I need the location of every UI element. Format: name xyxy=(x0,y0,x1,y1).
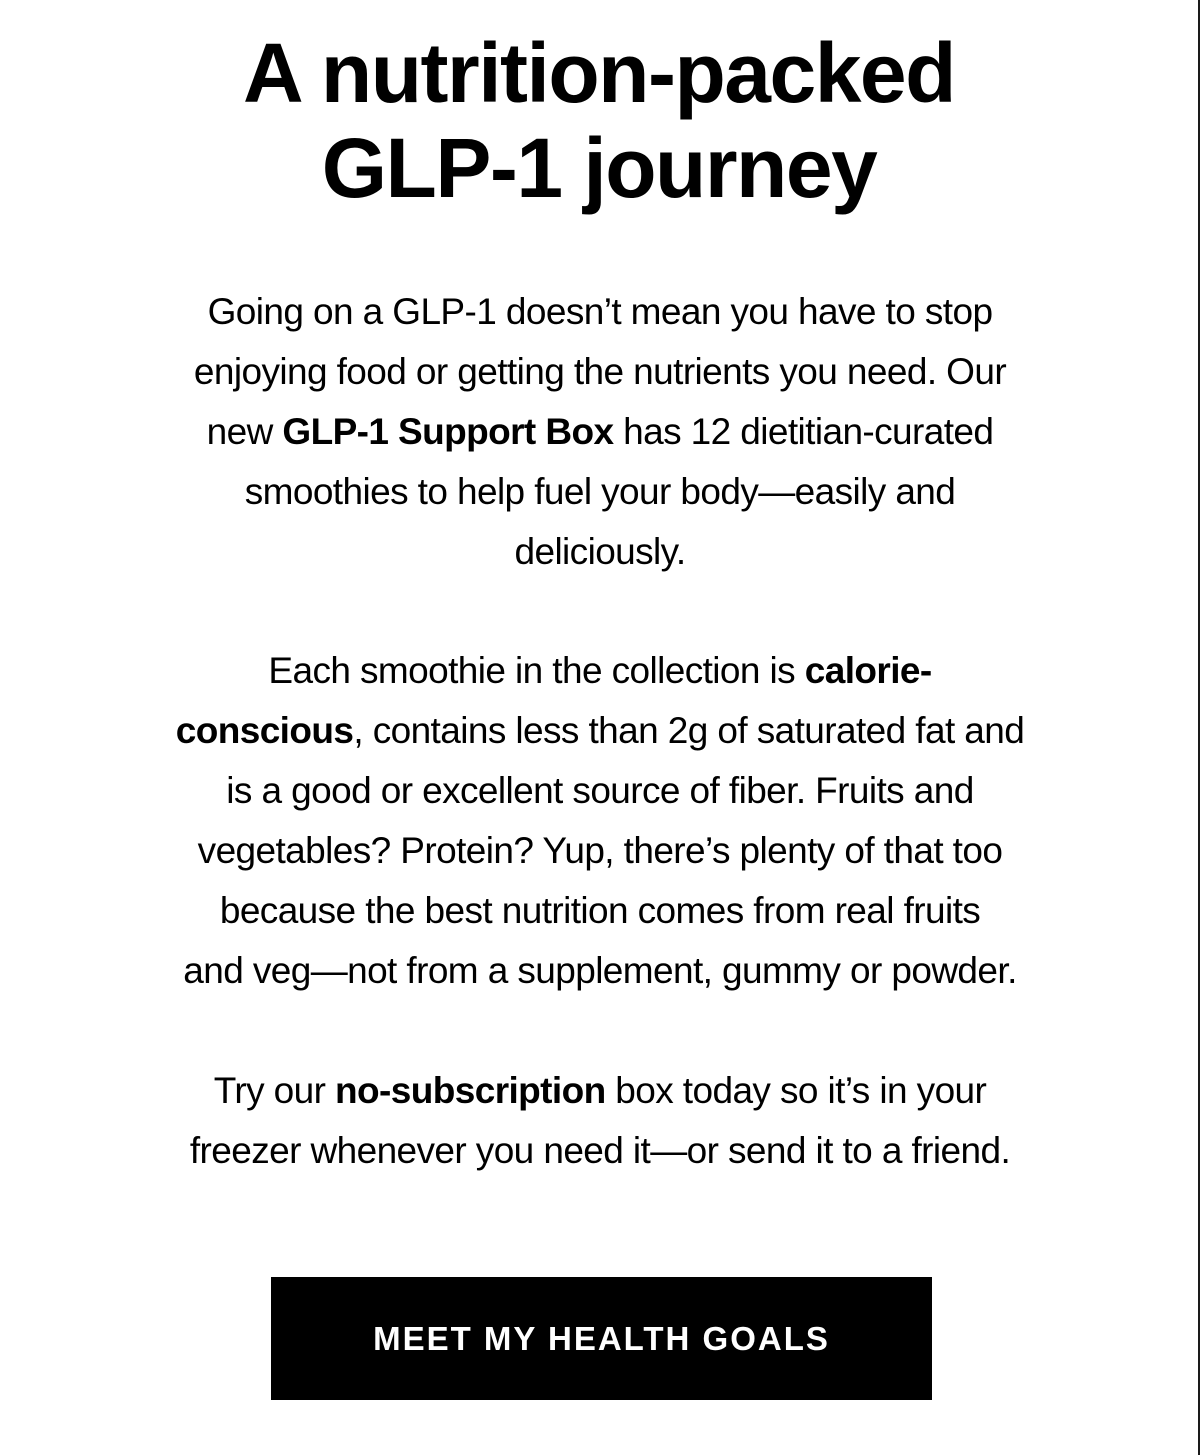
paragraph-line xyxy=(95,282,1105,342)
subscription-paragraph xyxy=(95,1061,1105,1181)
paragraph-line xyxy=(95,402,1105,462)
text-run: because the best nutrition comes from real fruits xyxy=(219,890,981,931)
paragraph-line xyxy=(95,462,1105,522)
text-run: box today so it’s in your xyxy=(605,1070,987,1111)
paragraph-line xyxy=(95,522,1105,582)
text-run: new xyxy=(206,411,283,452)
product-name-emphasis: GLP-1 Support Box xyxy=(282,411,614,452)
no-subscription-emphasis: no-subscription xyxy=(335,1070,606,1111)
paragraph-line xyxy=(95,1121,1105,1181)
paragraph-line xyxy=(95,1061,1105,1121)
page-title xyxy=(0,26,1198,216)
paragraph-line xyxy=(95,342,1105,402)
cta-label: MEET MY HEALTH GOALS xyxy=(373,1319,830,1357)
intro-paragraph xyxy=(95,282,1105,582)
text-run: has 12 dietitian-curated xyxy=(613,411,994,452)
text-run: vegetables? Protein? Yup, there’s plenty of that too xyxy=(197,830,1003,871)
meet-my-health-goals-button[interactable] xyxy=(271,1277,932,1400)
text-run: Try our xyxy=(213,1070,336,1111)
text-run: , contains less than 2g of saturated fat and xyxy=(353,710,1025,751)
paragraph-line xyxy=(95,881,1105,941)
paragraph-line xyxy=(95,941,1105,1001)
conscious-emphasis: conscious xyxy=(175,710,354,751)
nutrition-paragraph xyxy=(95,641,1105,1001)
text-run: Each smoothie in the collection is xyxy=(268,650,805,691)
text-run: deliciously. xyxy=(514,531,686,572)
paragraph-line xyxy=(95,761,1105,821)
paragraph-line xyxy=(95,701,1105,761)
headline-line-2: GLP-1 journey xyxy=(321,121,877,215)
calorie-emphasis: calorie- xyxy=(804,650,932,691)
text-run: is a good or excellent source of fiber. Fruits and xyxy=(226,770,974,811)
paragraph-line xyxy=(95,821,1105,881)
text-run: smoothies to help fuel your body—easily and xyxy=(244,471,956,512)
text-run: and veg—not from a supplement, gummy or powder. xyxy=(183,950,1017,991)
text-run: enjoying food or getting the nutrients you need. Our xyxy=(193,351,1007,392)
paragraph-line xyxy=(95,641,1105,701)
text-run: Going on a GLP-1 doesn’t mean you have to stop xyxy=(207,291,993,332)
headline-line-1: A nutrition-packed xyxy=(243,26,955,120)
text-run: freezer whenever you need it—or send it to a friend. xyxy=(189,1130,1011,1171)
